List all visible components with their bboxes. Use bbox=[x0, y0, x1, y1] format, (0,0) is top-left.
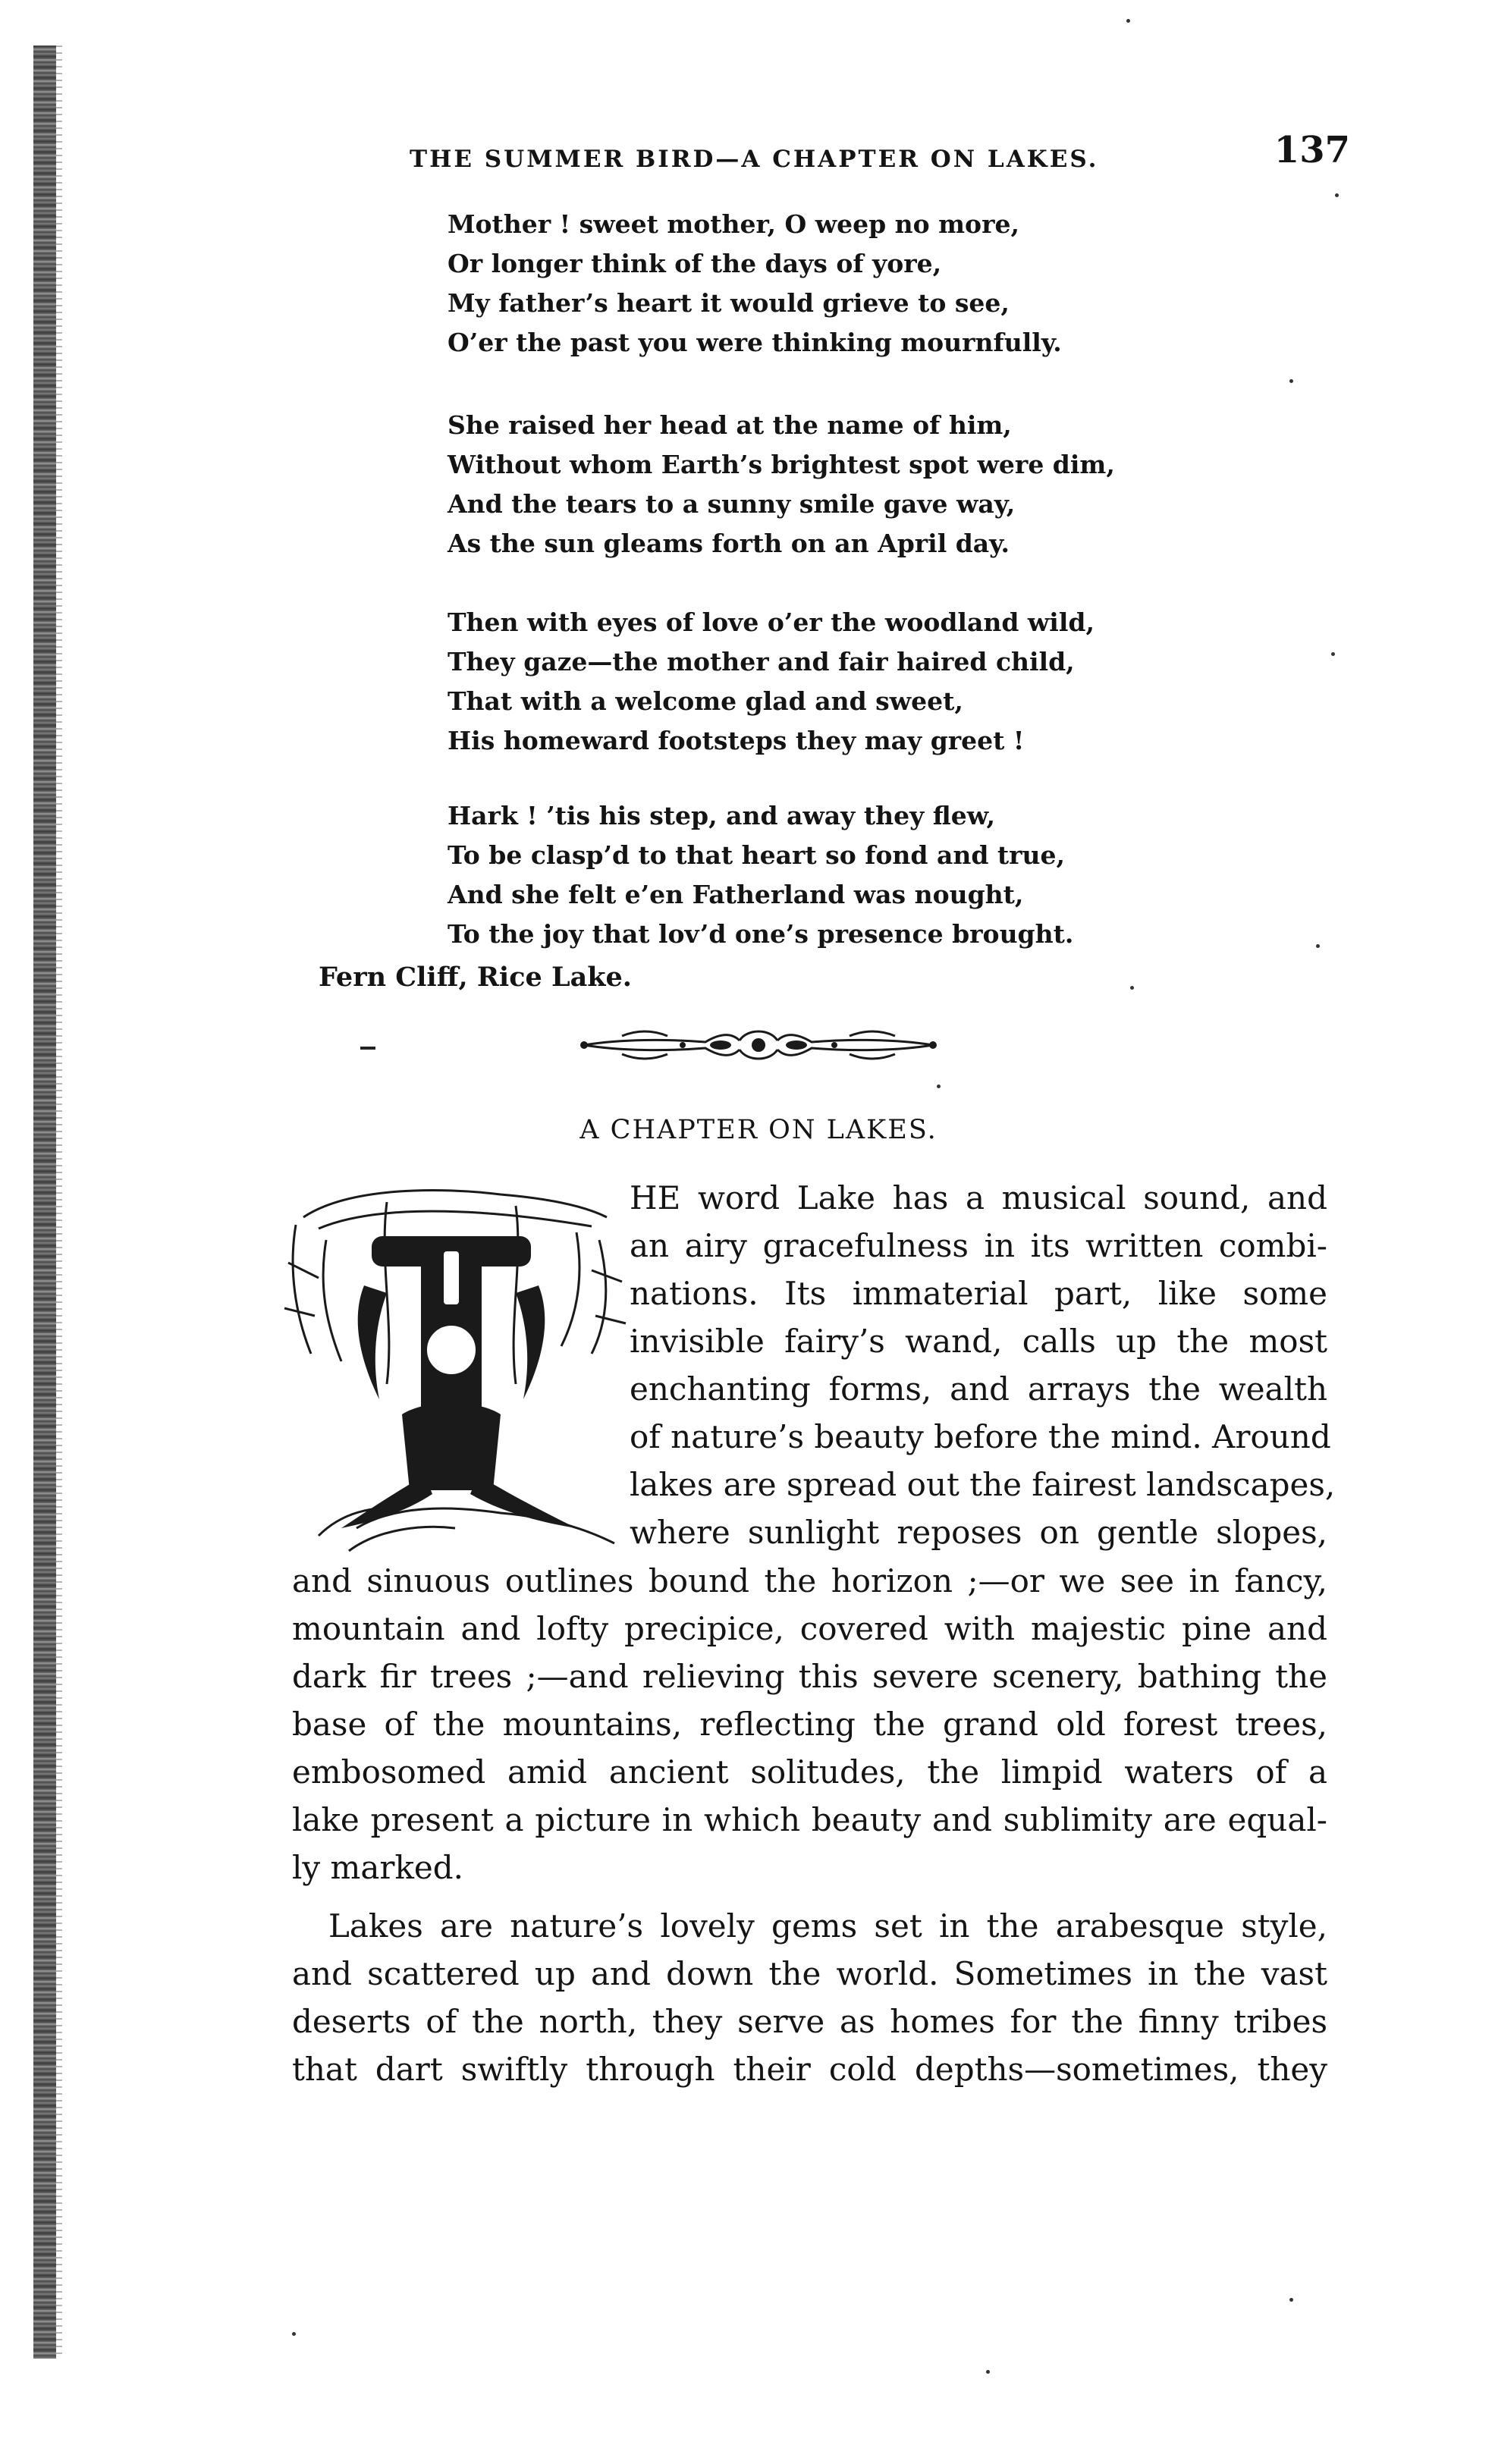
poem-line: My father’s heart it would grieve to see, bbox=[448, 288, 1010, 318]
speck bbox=[1331, 652, 1335, 656]
poem-line: As the sun gleams forth on an April day. bbox=[448, 529, 1010, 558]
poem-line: Then with eyes of love o’er the woodland wild, bbox=[448, 607, 1095, 637]
poem-line: To be clasp’d to that heart so fond and true, bbox=[448, 840, 1066, 870]
stray-dash-mark bbox=[360, 1047, 375, 1050]
opening-paragraph bbox=[630, 1174, 1336, 1556]
text-line: ly marked. bbox=[292, 1849, 463, 1886]
page-number: 137 bbox=[1274, 129, 1350, 171]
poem-stanza-2 bbox=[448, 406, 1206, 563]
scroll-ornament-divider bbox=[576, 1022, 941, 1068]
poem-line: And she felt e’en Fatherland was nought, bbox=[448, 880, 1024, 909]
speck bbox=[1289, 379, 1293, 383]
poem-line: His homeward footsteps they may greet ! bbox=[448, 726, 1025, 755]
poem-line: To the joy that lov’d one’s presence brought. bbox=[448, 919, 1074, 949]
text-line: embosomed amid ancient solitudes, the limpid waters of a bbox=[292, 1753, 1327, 1791]
text-line: lakes are spread out the fairest landscapes, bbox=[630, 1466, 1336, 1503]
speck bbox=[1316, 944, 1320, 948]
book-binding-edge bbox=[33, 46, 56, 2359]
text-line: dark fir trees ;—and relieving this severe scenery, bathing the bbox=[292, 1658, 1327, 1695]
second-paragraph bbox=[292, 1902, 1327, 2093]
text-line: Lakes are nature’s lovely gems set in the arabesque style, bbox=[328, 1907, 1327, 1945]
chapter-title: A CHAPTER ON LAKES. bbox=[579, 1115, 938, 1145]
poem-stanza-3 bbox=[448, 603, 1206, 761]
poem-line: She raised her head at the name of him, bbox=[448, 410, 1012, 440]
speck bbox=[986, 2370, 990, 2374]
text-line: enchanting forms, and arrays the wealth bbox=[630, 1370, 1327, 1408]
poem-line: They gaze—the mother and fair haired child, bbox=[448, 647, 1075, 676]
poem-line: O’er the past you were thinking mournfully. bbox=[448, 328, 1062, 357]
poem-line: And the tears to a sunny smile gave way, bbox=[448, 489, 1016, 519]
poem-line: That with a welcome glad and sweet, bbox=[448, 686, 963, 716]
text-line: mountain and lofty precipice, covered with majestic pine and bbox=[292, 1610, 1327, 1647]
text-line: that dart swiftly through their cold depths—sometimes, they bbox=[292, 2051, 1327, 2088]
text-line: and sinuous outlines bound the horizon ;—or we see in fancy, bbox=[292, 1562, 1327, 1599]
text-line: nations. Its immaterial part, like some bbox=[630, 1275, 1327, 1312]
text-line: where sunlight reposes on gentle slopes, bbox=[630, 1514, 1327, 1551]
running-title: THE SUMMER BIRD—A CHAPTER ON LAKES. bbox=[410, 146, 1099, 173]
text-line: base of the mountains, reflecting the grand old forest trees, bbox=[292, 1706, 1327, 1743]
text-line: invisible fairy’s wand, calls up the most bbox=[630, 1323, 1327, 1360]
poem-line: Or longer think of the days of yore, bbox=[448, 249, 942, 278]
speck bbox=[1335, 193, 1339, 197]
speck bbox=[1289, 2298, 1293, 2302]
poem-line: Mother ! sweet mother, O weep no more, bbox=[448, 209, 1019, 239]
body-text bbox=[292, 1557, 1327, 2093]
poem-stanza-1 bbox=[448, 205, 1206, 363]
text-line: of nature’s beauty before the mind. Around bbox=[630, 1418, 1331, 1455]
poem-line: Without whom Earth’s brightest spot were dim, bbox=[448, 450, 1115, 479]
poem-signature: Fern Cliff, Rice Lake. bbox=[319, 962, 632, 993]
text-line: and scattered up and down the world. Sometimes in the vast bbox=[292, 1955, 1327, 1992]
running-header bbox=[410, 129, 1350, 190]
speck bbox=[937, 1084, 941, 1088]
decorated-initial-illustration bbox=[273, 1172, 630, 1558]
speck bbox=[1130, 986, 1134, 990]
poem-stanza-4 bbox=[448, 796, 1206, 954]
text-line: deserts of the north, they serve as homes for the finny tribes bbox=[292, 2003, 1327, 2040]
speck bbox=[292, 2332, 296, 2336]
poem-line: Hark ! ’tis his step, and away they flew, bbox=[448, 801, 995, 830]
text-line: lake present a picture in which beauty and sublimity are equal- bbox=[292, 1801, 1327, 1838]
text-line: an airy gracefulness in its written combi- bbox=[630, 1227, 1327, 1264]
speck bbox=[1126, 19, 1130, 23]
text-line: HE word Lake has a musical sound, and bbox=[630, 1179, 1327, 1216]
